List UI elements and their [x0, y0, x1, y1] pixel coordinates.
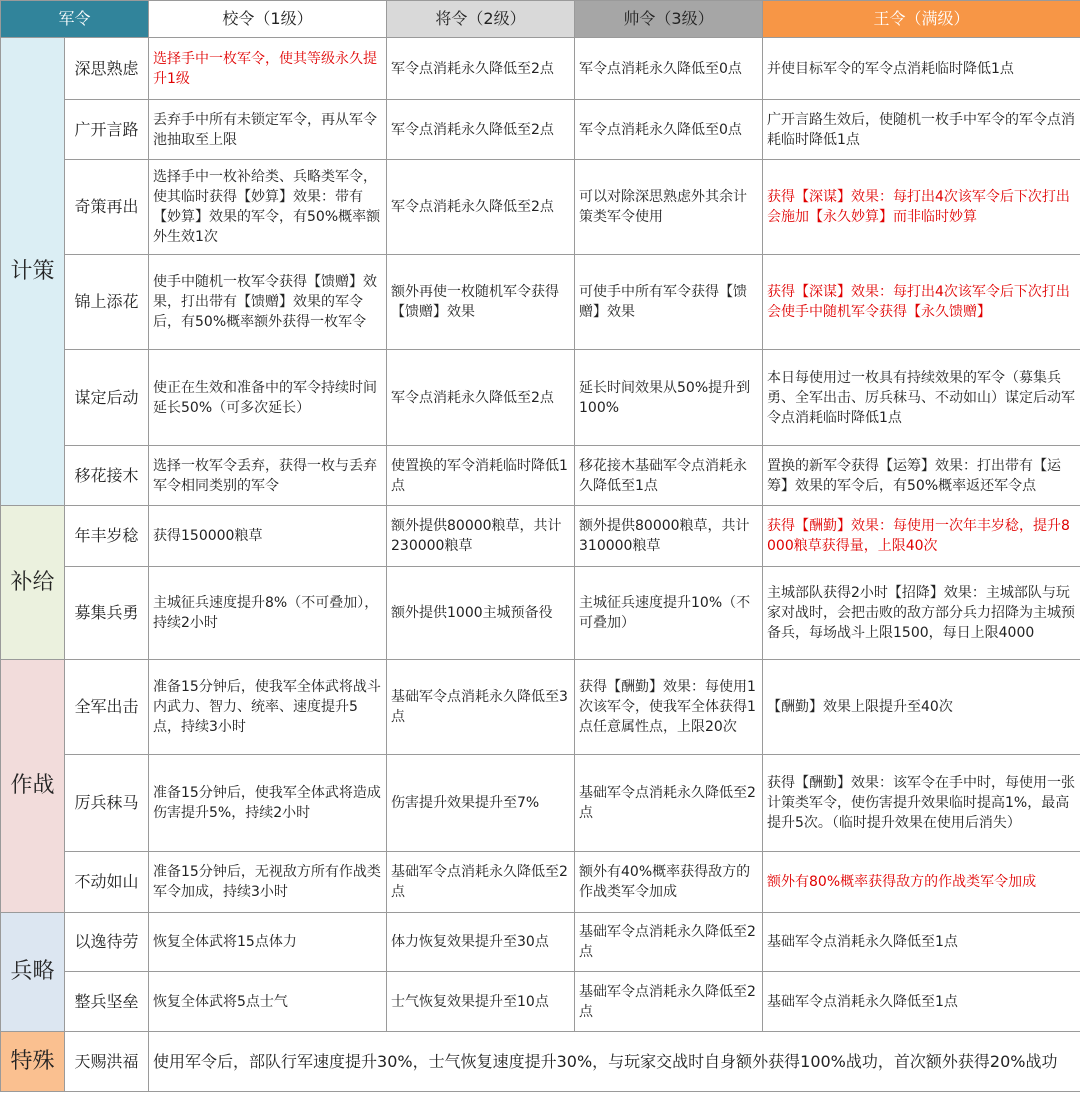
header-level-3: 帅令（3级）: [575, 1, 763, 38]
order-name: 厉兵秣马: [65, 755, 149, 852]
level-4-effect: 基础军令点消耗永久降低至1点: [763, 972, 1080, 1032]
table-row: [1, 100, 1080, 160]
level-4-effect: 并使目标军令的军令点消耗临时降低1点: [763, 38, 1080, 100]
header-level-2: 将令（2级）: [387, 1, 575, 38]
order-name: 天赐洪福: [65, 1032, 149, 1092]
level-2-effect: 伤害提升效果提升至7%: [387, 755, 575, 852]
table-row: [1, 350, 1080, 446]
level-2-effect: 额外再使一枚随机军令获得【馈赠】效果: [387, 255, 575, 350]
level-2-effect: 使置换的军令消耗临时降低1点: [387, 446, 575, 506]
order-name: 募集兵勇: [65, 567, 149, 660]
order-name: 移花接木: [65, 446, 149, 506]
level-4-effect: 本日每使用过一枚具有持续效果的军令（募集兵勇、全军出击、厉兵秣马、不动如山）谋定后动军令点消耗临时降低1点: [763, 350, 1080, 446]
order-name: 谋定后动: [65, 350, 149, 446]
level-1-effect: 恢复全体武将15点体力: [149, 913, 387, 972]
level-4-effect: 广开言路生效后，使随机一枚手中军令的军令点消耗临时降低1点: [763, 100, 1080, 160]
level-1-effect: 选择一枚军令丢弃，获得一枚与丢弃军令相同类别的军令: [149, 446, 387, 506]
table-row: [1, 567, 1080, 660]
table-row: [1, 972, 1080, 1032]
level-2-effect: 军令点消耗永久降低至2点: [387, 350, 575, 446]
level-2-effect: 基础军令点消耗永久降低至2点: [387, 852, 575, 913]
level-3-effect: 可使手中所有军令获得【馈赠】效果: [575, 255, 763, 350]
header-level-max: 王令（满级）: [763, 1, 1080, 38]
level-3-effect: 获得【酬勤】效果：每使用1次该军令，使我军全体获得1点任意属性点，上限20次: [575, 660, 763, 755]
table-row-special: [1, 1032, 1080, 1092]
level-3-effect: 额外提供80000粮草，共计310000粮草: [575, 506, 763, 567]
level-3-effect: 可以对除深思熟虑外其余计策类军令使用: [575, 160, 763, 255]
table-row: [1, 660, 1080, 755]
level-2-effect: 基础军令点消耗永久降低至3点: [387, 660, 575, 755]
category-label: 兵略: [1, 913, 65, 1032]
level-3-effect: 延长时间效果从50%提升到100%: [575, 350, 763, 446]
header-row: [1, 1, 1080, 38]
level-1-effect: 选择手中一枚补给类、兵略类军令，使其临时获得【妙算】效果：带有【妙算】效果的军令，有50%概率额外生效1次: [149, 160, 387, 255]
level-4-effect: 置换的新军令获得【运筹】效果：打出带有【运筹】效果的军令后，有50%概率返还军令点: [763, 446, 1080, 506]
category-label: 计策: [1, 38, 65, 506]
category-label: 特殊: [1, 1032, 65, 1092]
order-name: 深思熟虑: [65, 38, 149, 100]
special-effect: 使用军令后，部队行军速度提升30%，士气恢复速度提升30%，与玩家交战时自身额外获得100%战功，首次额外获得20%战功: [149, 1032, 1080, 1092]
level-3-effect: 主城征兵速度提升10%（不可叠加）: [575, 567, 763, 660]
level-1-effect: 准备15分钟后，使我军全体武将造成伤害提升5%，持续2小时: [149, 755, 387, 852]
order-name: 年丰岁稔: [65, 506, 149, 567]
level-1-effect: 准备15分钟后，无视敌方所有作战类军令加成，持续3小时: [149, 852, 387, 913]
level-4-effect: 获得【深谋】效果：每打出4次该军令后下次打出会使手中随机军令获得【永久馈赠】: [763, 255, 1080, 350]
level-2-effect: 军令点消耗永久降低至2点: [387, 160, 575, 255]
order-name: 广开言路: [65, 100, 149, 160]
table-row: [1, 755, 1080, 852]
table-row: [1, 255, 1080, 350]
level-3-effect: 军令点消耗永久降低至0点: [575, 38, 763, 100]
level-3-effect: 军令点消耗永久降低至0点: [575, 100, 763, 160]
level-4-effect: 基础军令点消耗永久降低至1点: [763, 913, 1080, 972]
level-4-effect: 额外有80%概率获得敌方的作战类军令加成: [763, 852, 1080, 913]
level-2-effect: 额外提供1000主城预备役: [387, 567, 575, 660]
level-2-effect: 士气恢复效果提升至10点: [387, 972, 575, 1032]
level-4-effect: 获得【酬勤】效果：该军令在手中时，每使用一张计策类军令，使伤害提升效果临时提高1%，最高提升5次。（临时提升效果在使用后消失）: [763, 755, 1080, 852]
table-row: [1, 38, 1080, 100]
level-3-effect: 移花接木基础军令点消耗永久降低至1点: [575, 446, 763, 506]
level-2-effect: 额外提供80000粮草，共计230000粮草: [387, 506, 575, 567]
level-2-effect: 军令点消耗永久降低至2点: [387, 100, 575, 160]
level-1-effect: 丢弃手中所有未锁定军令，再从军令池抽取至上限: [149, 100, 387, 160]
header-level-1: 校令（1级）: [149, 1, 387, 38]
table-row: [1, 852, 1080, 913]
level-4-effect: 获得【深谋】效果：每打出4次该军令后下次打出会施加【永久妙算】而非临时妙算: [763, 160, 1080, 255]
order-name: 整兵坚垒: [65, 972, 149, 1032]
level-4-effect: 获得【酬勤】效果：每使用一次年丰岁稔，提升8000粮草获得量，上限40次: [763, 506, 1080, 567]
category-label: 补给: [1, 506, 65, 660]
level-3-effect: 基础军令点消耗永久降低至2点: [575, 972, 763, 1032]
level-3-effect: 基础军令点消耗永久降低至2点: [575, 755, 763, 852]
level-3-effect: 额外有40%概率获得敌方的作战类军令加成: [575, 852, 763, 913]
order-name: 不动如山: [65, 852, 149, 913]
order-name: 奇策再出: [65, 160, 149, 255]
category-label: 作战: [1, 660, 65, 913]
order-name: 锦上添花: [65, 255, 149, 350]
order-name: 以逸待劳: [65, 913, 149, 972]
table-row: [1, 160, 1080, 255]
level-4-effect: 【酬勤】效果上限提升至40次: [763, 660, 1080, 755]
table-row: [1, 446, 1080, 506]
level-1-effect: 主城征兵速度提升8%（不可叠加），持续2小时: [149, 567, 387, 660]
level-4-effect: 主城部队获得2小时【招降】效果：主城部队与玩家对战时，会把击败的敌方部分兵力招降为主城预备兵，每场战斗上限1500，每日上限4000: [763, 567, 1080, 660]
level-1-effect: 使手中随机一枚军令获得【馈赠】效果，打出带有【馈赠】效果的军令后，有50%概率额外获得一枚军令: [149, 255, 387, 350]
level-1-effect: 恢复全体武将5点士气: [149, 972, 387, 1032]
level-2-effect: 体力恢复效果提升至30点: [387, 913, 575, 972]
level-1-effect: 使正在生效和准备中的军令持续时间延长50%（可多次延长）: [149, 350, 387, 446]
header-order: 军令: [1, 1, 149, 38]
order-name: 全军出击: [65, 660, 149, 755]
table-row: [1, 506, 1080, 567]
level-1-effect: 准备15分钟后，使我军全体武将战斗内武力、智力、统率、速度提升5点，持续3小时: [149, 660, 387, 755]
level-1-effect: 获得150000粮草: [149, 506, 387, 567]
level-1-effect: 选择手中一枚军令，使其等级永久提升1级: [149, 38, 387, 100]
table-row: [1, 913, 1080, 972]
level-2-effect: 军令点消耗永久降低至2点: [387, 38, 575, 100]
level-3-effect: 基础军令点消耗永久降低至2点: [575, 913, 763, 972]
